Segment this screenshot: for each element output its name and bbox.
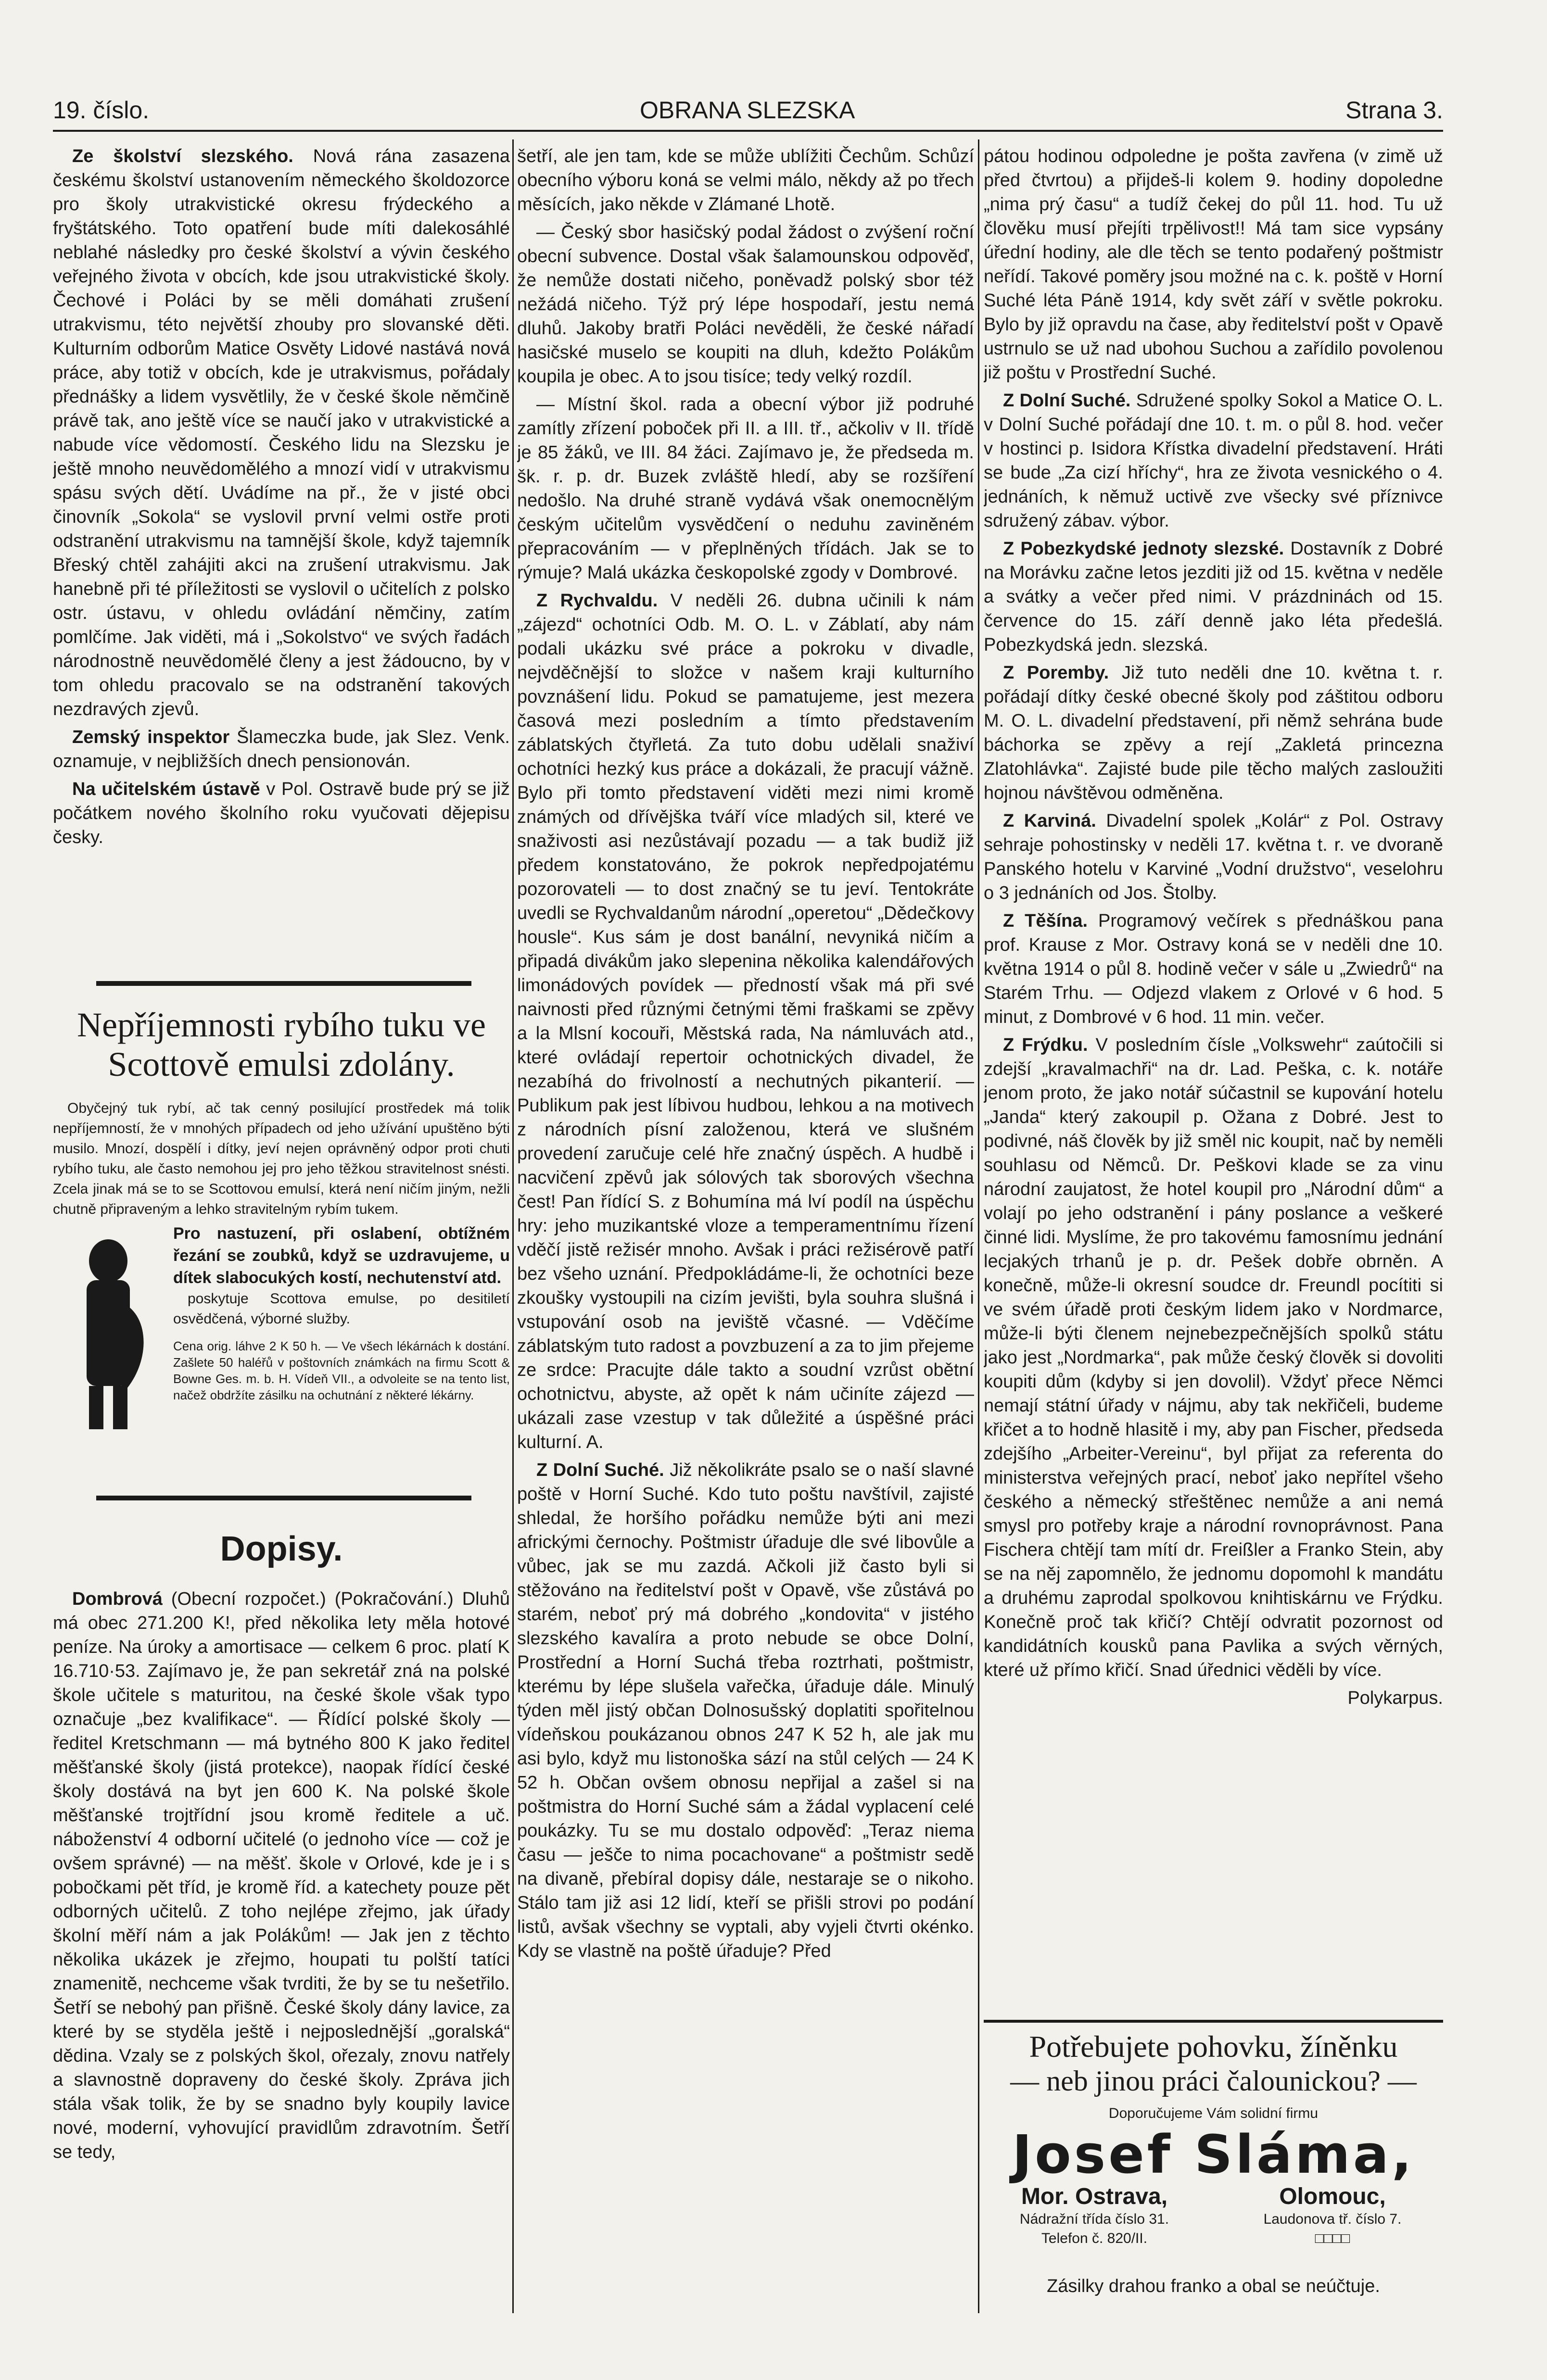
article-post-continuation: pátou hodinou odpoledne je pošta zavřena (v zimě už před čtvrtou) a přijdeš-li kolem 9. hodiny dopoledne „nima prý času“ a tudíž čekej do půl 11. hod. Tu už člověku musí přejíti trpělivost!! Má tam sice vypsány úřední hodiny, ale dle těch se tento podařený poštmistr neřídí. Takové poměry jsou možné na c. k. poště v Horní Suché léta Páně 1914, kdy svět září v světle pokroku. Bylo by již opravdu na čase, aby ředitelství pošt v Opavě ustrnulo se už nad ubohou Suchou a zařídilo povolenou již poštu v Prostřední Suché. bbox=[984, 146, 1443, 383]
column-b bbox=[517, 144, 974, 2337]
advert-title: Nepříjemnosti rybího tuku ve Scottově emulsi zdolány. bbox=[77, 1006, 486, 1083]
column-divider-1 bbox=[512, 139, 514, 2313]
column-c bbox=[984, 144, 1443, 2015]
column-a-top bbox=[53, 144, 510, 971]
header-rule bbox=[53, 130, 1443, 132]
masthead-title: OBRANA SLEZSKA bbox=[640, 97, 855, 124]
advert-slama-subline: — neb jinou práci čalounickou? — bbox=[1010, 2065, 1417, 2097]
advert-slama-recommend: Doporučujeme Vám solidní firmu bbox=[1108, 2105, 1319, 2121]
article-rychvald: Z Rychvaldu. V neděli 26. dubna učinili k nám „zájezd“ ochotníci Odb. M. O. L. v Záblatí, aby nám podali ukázku své práce a pokroku v divadle, nejvděčnější to složce v našem kraji kulturního povznášení lidu. Pokud se pamatujeme, jest mezera časová mezi posledním a tímto představením záblatských čtyřletá. Za tuto dobu udělali snaživí ochotníci hezký kus práce a dokázali, že pracují vážně. Bylo při tomto představení viděti mezi nimi kromě známých od dřívějška tváří více mladých sil, které ve snaživosti asi nezůstávají pozadu — a tak budiž již předem konstatováno, že pokrok nepředpojatému pozorovateli — to dost značný se tu jeví. Tentokráte uvedli se Rychvaldanům národní „operetou“ „Dědečkovy housle“. Kus sám je dost banální, nevyniká ničím a připadá divákům jako slepenina několika kalendářových limonádových povídek — předností však má při své naivnosti před různými četnými těmi fraškami se zpěvy a la Mlsní kocouři, Městská rada, Na námluvách atd., které ovládají repertoir ochotnických divadel, že nezabíhá do frivolností a nechutných pikanterií. — Publikum pak jest líbivou hudbou, lehkou a na motivech z národních písní založenou, která ve slušném provedení zaručuje celé hře značný úspěch. A hudbě i nacvičení zpěvů jak sólových tak sborových všechna čest! Pan řídící S. z Bohumína má lví podíl na úspěchu hry: jeho muzikantské vloze a temperamentnímu řízení vděčí jistě režisér mnoho. Avšak i práci režisérově patří bez všeho uznání. Předpokládáme-li, že ochotníci beze zkoušky vystoupili na cizím jevišti, byla souhra slušná i vstupování osob na jeviště včasné. — Vděčíme záblatským tuto radost a povzbuzení a za to jim přejeme ze srdce: Pracujte dále takto a soudní vzrůst obětní ochotnictvu, abyste, až opět k nám učiníte zájezd — ukázali zase vzestup v tak důležité a úspěšné práci kulturní. A. bbox=[517, 591, 974, 1452]
advert-indications: Pro nastuzení, při oslabení, obtížném řezání se zoubků, když se uzdravujeme, u dítek slabocukých kostí, nechutenství atd. bbox=[173, 1224, 510, 1287]
page-header bbox=[53, 96, 1443, 125]
advert-scott-emulsion bbox=[53, 986, 510, 1491]
ad-rule-bottom bbox=[96, 1496, 471, 1500]
advert-slama-footer: Zásilky drahou franko a obal se neúčtuje. bbox=[1047, 2276, 1380, 2296]
article-inspector: Zemský inspektor Šlameczka bude, jak Slez. Venk. oznamuje, v nejbližších dnech pensionován. bbox=[53, 727, 510, 771]
article-firemen: — Český sbor hasičský podal žádost o zvýšení roční obecní subvence. Dostal však šalamounskou odpověď, že nemůže dostati ničeho, poněvadž polský sbor též nežádá ničeho. Týž prý lépe hospodaří, jestu nemá dluhů. Jakoby bratři Poláci nevěděli, že české nářadí hasičské muselo se koupiti na dluh, kdežto Polákům koupila je obec. A to jsou tisíce; tedy velký rozdíl. bbox=[517, 222, 974, 387]
advert-josef-slama bbox=[984, 2029, 1443, 2299]
article-dolni-sucha-post: Z Dolní Suché. Již několikráte psalo se o naší slavné poště v Horní Suché. Kdo tuto poštu navštívil, zajisté shledal, že horšího pořádku nemůže býti ani mezi africkými černochy. Poštmistr úřaduje dle své libovůle a vůbec, jak se mu zazdá. Ačkoli již často byli si stěžováno na ředitelství pošt v Opavě, vše zůstává po starém, neboť prý má dobrého „kondovita“ v jistého slezského kavalíra a proto nebude se obce Dolní, Prostřední a Horní Suchá třeba roztrhati, poštmistr, kterému by lépe slušela vařečka, úřaduje dále. Minulý týden měl jistý občan Dolnosušský doplatiti spořitelnou vídeňskou poukázanou obnos 247 K 52 h, ale jak mu asi bylo, když mu listonoška sází na stůl celých — 24 K 52 h. Občan ovšem obnosu nepřijal a zašel si na poštmistra do Horní Suché sám a žádal vyplacení celé poukázky. Tu se mu dostalo odpověď: „Teraz niema času — ješče to nima pocachovane“ a poštmistr sedě na divaně, přebíral dopisy dále, nestaraje se o nikoho. Stálo tam již asi 12 lidí, kteří se přišli strovi po podání listů, avšak všechny se vyptali, aby vyjeli čtvrti okénko. Kdy se vlastně na poště úřaduje? Před bbox=[517, 1460, 974, 1961]
article-schools: Ze školství slezského. Nová rána zasazena českému školství ustanovením německého školdozorce pro školy utrakvistické okresu frýdeckého a fryštátského. Toto opatření bude míti dalekosáhlé neblahé následky pro české školství a vývin českého veřejného života v obcích, kde jsou utrakvistické školy. Čechové i Poláci by se měli domáhati zrušení utrakvismu, této největší zhouby pro slovanské děti. Kulturním odborům Matice Osvěty Lidové nastává nová práce, aby totiž v obcích, kde je utrakvismus, pořádaly přednášky a lidem vysvětlily, že v české škole němčině právě tak, ano ještě více se naučí jako v utrakvistické a nabude více vědomostí. Českého lidu na Slezsku je ještě mnoho neuvědomělého a mnozí vidí v utrakvismu spásu svých dětí. Uvádíme na př., že v jisté obci činovník „Sokola“ se vyslovil první velmi ostře proti odstranění utrakvismu na tamnější škole, když tajemník Břeský chtěl zahájiti akci na zrušení utrakvismu. Jak hanebně při té příležitosti se vyslovil o učitelích z polsko ostr. ústavu, v ohledu ovládání němčiny, zatím pomlčíme. Jak viděti, má i „Sokolstvo“ ve svých řadách národnostně neuvědomělé členy a jest žádoucno, by v tom ohledu pracovalo se na odstranění takových nezdravých zjevů. bbox=[53, 146, 510, 719]
article-pobezkydska: Z Pobezkydské jednoty slezské. Dostavník z Dobré na Morávku začne letos jezditi již od 15. května v neděle a svátky a večer před nimi. V prázdninách od 15. července do 15. září denně jako léta předešlá. Pobezkydská jedn. slezská. bbox=[984, 539, 1443, 655]
advert-slama-addresses bbox=[984, 2183, 1443, 2275]
article-dolni-sucha: Z Dolní Suché. Sdružené spolky Sokol a Matice O. L. v Dolní Suché pořádají dne 10. t. m. o půl 8. hod. večer v hostinci p. Isidora Křístka divadelní představení. Hráti se bude „Za cizí hříchy“, hra ze života vesnického o 4. jednáních, k němuž uctivě zve všecky své příznivce sdružený zábav. výbor. bbox=[984, 390, 1443, 531]
column-divider-2 bbox=[978, 139, 979, 2313]
advert-body: Obyčejný tuk rybí, ač tak cenný posilující prostředek má tolik nepříjemností, že v mnohých případech od jeho užívání upuštěno býti musilo. Mnozí, dospělí i dítky, jeví nejen oprávněný odpor proti chuti rybího tuku, ale často nemohou jej pro jeho těžkou stravitelnost snésti. Zcela jinak má se to se Scottovou emulsí, která není ničím jiným, nežli chutně připraveným a lehko stravitelným rybím tukem. Pro nastuzení, při oslabení, obtížném řezání se zoubků, když se uzdravujeme, u dítek slabocukých kostí, nechutenství atd. poskytuje Scottova emulse, po desitiletí osvědčená, výborné služby. Cena orig. láhve 2 K 50 h. — Ve všech lékárnách k dostání. Zašlete 50 haléřů v poštovních známkách na firmu Scott & Bowne Ges. m. b. H. Vídeň VII., a odvoleite se na tento list, načež obdržíte zásilku na ochutnání z některé lékárny. bbox=[53, 1098, 510, 1403]
address-olomouc: Olomouc, Laudonova tř. číslo 7. □□□□ bbox=[1222, 2183, 1443, 2248]
article-poremba: Z Poremby. Již tuto neděli dne 10. května t. r. pořádají dítky české obecné školy pod záštitou odboru M. O. L. divadelní představení, při němž sehrána bude báchorka se zpěvy a rejí „Zakletá princezna Zlatohlávka“. Zajisté bude pile těcho malých zasloužiti hojnou návštěvou odměněna. bbox=[984, 663, 1443, 803]
ornament-squares: □□□□ bbox=[1315, 2230, 1350, 2246]
article-dombrova: Dombrová (Obecní rozpočet.) (Pokračování.) Dluhů má obec 271.200 K!, před několika lety měla hotové peníze. Na úroky a amortisace — celkem 6 proc. platí K 16.710·53. Zajímavo je, že pan sekretář zná na polské škole učitele s maturitou, na české škole však typo označuje „bez kvalifikace“. — Řídící polské školy — ředitel Kretschmann — má bytného 800 K jako ředitel měšťanské školy (jistá protekce), naopak řídící české školy dostává na byt jen 600 K. Na polské škole měšťanské trojtřídní jsou kromě ředitele a uč. náboženství 4 odborní učitelé (o jednoho více — což je ovšem správné) — na měšť. škole v Orlové, kde je i s pobočkami pět tříd, je kromě říd. a katechety pouze pět odborných učitelů. Z toho nejlépe zřejmo, jak úřady školní měří nám a jak Polákům! — Jak jen z těchto několika ukázek je zřejmo, houpati tu polští tatíci znamenitě, nechceme však tvrditi, že by se tu nešetřilo. Šetří se nebohý pan přišně. České školy dány lavice, za které by se styděla ještě i nejposlednější „goralská“ dědina. Vzaly se z polských škol, ořezaly, znovu natřely a slavnostně dopraveny do české školy. Zpráva jich stála však tolik, že by se snadno byly koupily lavice nové, moderní, vyhovující pravidlům zdravotním. Šetří se tedy, bbox=[53, 1589, 510, 2162]
article-continuation: šetří, ale jen tam, kde se může ublížiti Čechům. Schůzí obecního výboru koná se velmi málo, někdy až po třech měsících, jako někde v Zlámané Lhotě. bbox=[517, 146, 974, 214]
article-teacher-institute: Na učitelském ústavě v Pol. Ostravě bude prý se již počátkem nového školního roku vyučovati dějepisu česky. bbox=[53, 779, 510, 847]
advert-slama-firm: Josef Sláma, bbox=[1012, 2124, 1415, 2185]
article-signature: Polykarpus. bbox=[1347, 1688, 1443, 1708]
ad-slama-rule-top bbox=[984, 2020, 1443, 2023]
fisherman-illustration bbox=[53, 1232, 164, 1434]
column-a-bottom bbox=[53, 1587, 510, 2313]
issue-number: 19. číslo. bbox=[53, 97, 150, 124]
article-karvina: Z Karviná. Divadelní spolek „Kolár“ z Pol. Ostravy sehraje pohostinsky v neděli 17. května t. r. ve dvoraně Panského hotelu v Karviné „Vodní družstvo“, veselohru o 3 jednáních od Jos. Štolby. bbox=[984, 811, 1443, 903]
advert-price: Cena orig. láhve 2 K 50 h. — Ve všech lékárnách k dostání. Zašlete 50 haléřů v poštovních známkách na firmu Scott & Bowne Ges. m. b. H. Vídeň VII., a odvoleite se na tento list, načež obdržíte zásilku na ochutnání z některé lékárny. bbox=[173, 1339, 510, 1402]
section-title-dopisy: Dopisy. bbox=[220, 1530, 343, 1568]
page-number: Strana 3. bbox=[1345, 97, 1443, 124]
address-ostrava: Mor. Ostrava, Nádražní třída číslo 31. Telefon č. 820/II. bbox=[1019, 2184, 1169, 2246]
article-school-board: — Místní škol. rada a obecní výbor již podruhé zamítly zřízení poboček při II. a III. tř., ačkoliv v II. třídě je 85 žáků, ve III. 84 žáci. Zajímavo je, že předseda m. šk. r. p. dr. Buzek zvláště hledí, aby se rozšíření nedošlo. Na druhé straně vydává však onemocnělým českým učitelům vysvědčení o neduhu zaviněném přepracováním — v přeplněných třídách. Jak se to rýmuje? Malá ukázka českopolské zgody v Dombrové. bbox=[517, 394, 974, 583]
ad-rule-top bbox=[96, 981, 471, 986]
article-frydek: Z Frýdku. V posledním čísle „Volkswehr“ zaútočili si zdejší „kravalmachři“ na dr. Lad. Peška, c. k. notáře jenom proto, že jako notář súčastnil se kupování hotelu „Janda“ který zakoupil p. Ožana z Dobré. Jest to podivné, náš člověk by již směl nic koupit, nač by neměli souhlasu od Němců. Dr. Peškovi klade se za vinu národní zaujatost, že hotel koupil pro „Národní dům“ a volají po jeho odstranění i pány poslance a veškeré činné lidi. Myslíme, že pro takovému famosnímu jednání lecjakých trhanů je p. dr. Pešek dobře obrněn. A konečně, může-li okresní soudce dr. Freundl pocítiti si ve svém úřadě proti českým lidem jako v Nordmarce, může-li býti členem nejnebezpečnějších spolků státu jako jest „Nordmarka“, pak může český člověk si dovoliti koupiti dům (kdyby si jen dovolil). Vždyť přece Němci nemají státní úřady v nájmu, aby tak nekřičeli, budeme křičet a to hodně hlasitě i my, aby pan Fischer, předseda zdejšího „Arbeiter-Vereinu“, byl přijat za referenta do ministerstva veřejných prací, neboť jako nepřítel všeho českého a německý střeštěnec nemůže a ani nemá smysl pro potřeby kraje a národní rovnoprávnost. Pana Fischera chtějí tam mítí dr. Freißler a Franko Stein, aby se na něj zapomnělo, že jednomu dopomohl k mandátu a druhému zaprodal spolkovou knihtiskárnu ve Frýdku. Konečně proč tak křičí? Chtějí odvratit pozornost od kandidátních kousků pana Pavlika a svých věrných, které už přímo křičí. Snad úřednici věděli by více. bbox=[984, 1035, 1443, 1680]
article-tesin: Z Těšína. Programový večírek s přednáškou pana prof. Krause z Mor. Ostravy koná se v neděli dne 10. května 1914 o půl 8. hodině večer v sále u „Zwiedrů“ na Starém Trhu. — Odjezd vlakem z Orlové v 6 hod. 5 minut, z Dombrové v 6 hod. 11 min. večer. bbox=[984, 911, 1443, 1027]
advert-slama-headline: Potřebujete pohovku, žíněnku bbox=[1029, 2029, 1398, 2064]
